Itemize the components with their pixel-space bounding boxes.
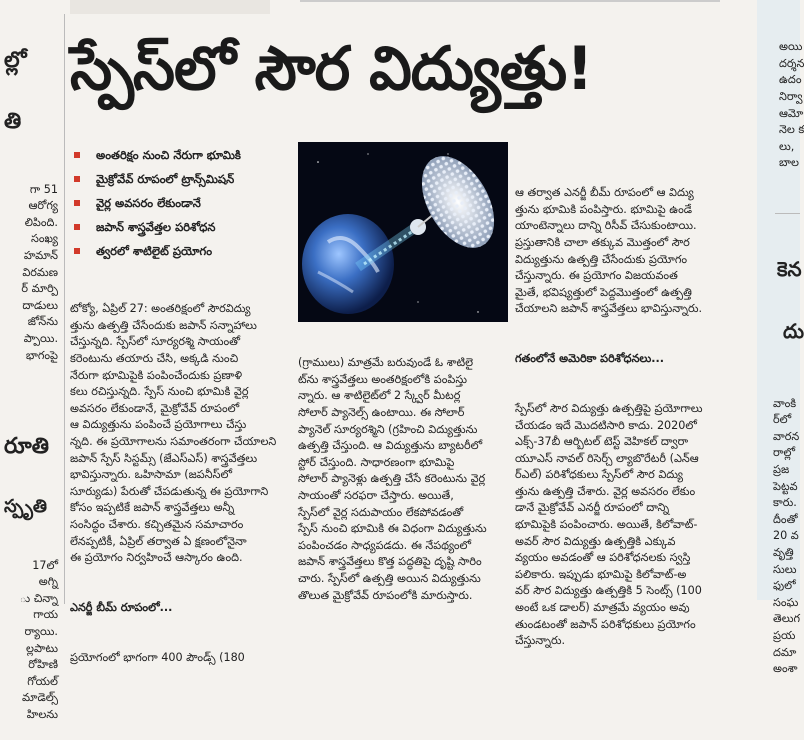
text-line: కారు. <box>773 496 797 510</box>
text-line: స్పేస్ నుంచి భూమికి ఈ విధంగా విద్యుత్తును <box>298 522 487 536</box>
article-column-2 <box>298 322 508 621</box>
text-line: అవర్ సౌర విద్యుత్తు ఉత్పత్తికి ఎక్కువ <box>515 534 676 548</box>
text-line: ఉదం <box>779 73 802 87</box>
text-line: హమాన్ <box>23 248 58 262</box>
earth-graphic <box>302 214 394 314</box>
text-line: జపాన్ స్పేస్ సిస్టమ్స్ (జేఎస్‌ఎస్) శాస్త్రవేత్తలు <box>70 451 258 465</box>
column-3-text-b <box>515 401 753 650</box>
text-line: రోహిణి <box>28 658 58 672</box>
text-line: భావిస్తున్నారు. ఒహిసామా (జపనీస్‌లో <box>70 468 232 482</box>
text-line: ఆరోగ్య <box>28 199 58 213</box>
text-line: తుండటంతో జపాన్ పరిశోధకులు ప్రయోగం <box>515 617 696 631</box>
right-neighbor-column <box>757 0 804 676</box>
text-line: డానే మైక్రోవేవ్ ఎనర్జీ రూపంలో దాన్ని <box>515 501 670 515</box>
right-separator <box>775 213 800 214</box>
text-line: హిలను <box>26 708 58 721</box>
text-line: 20 వ <box>773 529 799 543</box>
column-1-tail: ప్రయోగంలో భాగంగా 400 పౌండ్స్ (180 <box>70 650 245 664</box>
text-line: ఆ తర్వాత ఎనర్జీ బీమ్ రూపంలో ఆ విద్యు <box>515 186 694 200</box>
text-line: తెలుగ <box>773 612 801 626</box>
left-headline-3: రూతి <box>4 434 49 460</box>
left-separator <box>64 14 65 604</box>
text-line: ు చిన్నా <box>19 591 58 605</box>
top-divider <box>300 0 720 2</box>
text-line: చేస్తున్నది. స్పేస్‌లో సూర్యరశ్మి సాయంతో <box>70 335 241 349</box>
text-line: కరెంటును తయారు చేసి, అక్కడి నుంచి <box>70 351 239 365</box>
text-line: ఫులో <box>773 579 796 593</box>
text-line: ల్లపాటు <box>26 641 58 655</box>
left-body-text <box>0 182 62 365</box>
left-neighbor-column <box>0 14 62 721</box>
text-line: చేయడం ఇదే మొదటిసారి కాదు. 2020లో <box>515 418 697 432</box>
text-line: రాల్లో <box>773 446 795 460</box>
text-line: ఈ ప్రయోగం నిర్వహించే ఆస్కారం ఉంది. <box>70 551 243 565</box>
text-line: ప్రయ <box>773 629 796 642</box>
text-line: విరమణ <box>22 265 58 279</box>
text-line: ర్ మార్పి <box>21 282 58 296</box>
text-line: జపాన్ శాస్త్రవేత్తలు కొత్త పద్ధతిపై దృష్టి సారిం <box>298 555 482 569</box>
text-line: దాడులు <box>22 298 58 312</box>
text-line: దర్శన <box>779 56 804 70</box>
text-line: ర్‌ఎల్) పరిశోధకులు స్పేస్‌లో సౌర విద్యు <box>515 468 684 482</box>
text-line: (గ్రాములు) మాత్రమే బరువుండే ఓ శాటిలై <box>298 356 474 370</box>
text-line: విద్యుత్తును ఉత్పత్తి చేసేందుకు ప్రయోగం <box>515 252 688 266</box>
text-line: ట్‌ను శాస్త్రవేత్తలు అంతరిక్షంలోకి పంపిస్తు <box>298 372 468 386</box>
text-line: కోసం ఇప్పటికే జపాన్ శాస్త్రవేత్తలు అన్నీ <box>70 501 235 515</box>
column-3-text-a <box>515 185 753 318</box>
text-line: నేరుగా భూమిపైకి పంపించేందుకు ప్రణాళి <box>70 368 243 382</box>
satellite-illustration <box>298 142 508 322</box>
text-line: యాంటెన్నాలు దాన్ని రిసీవ్ చేసుకుంటాయి. <box>515 219 697 233</box>
text-line: సంఖ్య <box>31 232 58 246</box>
text-line: గోయల్ <box>27 674 58 688</box>
left-headline-1: ల్లో <box>4 48 27 74</box>
left-headline-4: స్పృతి <box>4 496 48 518</box>
text-line: సోలార్ ప్యానెల్స్ ఉంటాయి. ఈ సోలార్ <box>298 405 465 419</box>
right-body-text-2 <box>757 396 800 678</box>
column-2-text <box>298 355 508 604</box>
text-line: ఉత్పత్తి చేస్తుంది. ఆ విద్యుత్తును బ్యాటరీలో <box>298 439 483 453</box>
text-line: చేయాలని జపాన్ శాస్త్రవేత్తలు భావిస్తున్నారు. <box>515 302 703 316</box>
text-line: సూర్యుడు) పేరుతో చేపడుతున్న ఈ ప్రయోగాని <box>70 484 269 498</box>
column-1-text <box>70 301 295 567</box>
text-line: లిపింది. <box>24 215 58 229</box>
right-headline: కెన <box>777 257 802 282</box>
text-line: తొలుత మైక్రోవేవ్ రూపంలోకి మారుస్తారు. <box>298 588 473 602</box>
text-line: వ్యయం అవడంతో ఆ పరిశోధనలకు స్వస్తి <box>515 551 691 565</box>
text-line: సులు <box>773 562 797 576</box>
right-body-text <box>757 33 804 172</box>
text-line: న్నది. ఈ ప్రయోగాలను సమాంతరంగా చేయాలని <box>70 434 277 448</box>
right-headline-2: దు <box>783 318 804 343</box>
text-line: నెల క <box>779 123 804 137</box>
text-line: పంపించడం సాధ్యపడదు. ఈ నేపథ్యంలో <box>298 538 472 552</box>
highlight-item: అంతరిక్షం నుంచి నేరుగా భూమికి <box>70 144 295 168</box>
text-line: అగ్ని <box>38 575 58 589</box>
highlight-item: త్వరలో శాటిలైట్ ప్రయోగం <box>70 240 295 264</box>
highlight-item: వైర్ల అవసరం లేకుండానే <box>70 192 295 216</box>
subheading-energy-beam: ఎనర్జీ బీమ్ రూపంలో... <box>70 600 173 614</box>
text-line: ఆ విద్యుత్తును పంపించే ప్రయోగాలు చేస్తు <box>70 418 247 432</box>
text-line: అంశా <box>773 662 798 676</box>
text-line: లేనప్పటికీ, ఏప్రిల్ తర్వాత ఏ క్షణంలోనైనా <box>70 534 247 548</box>
article-column-1 <box>70 268 295 683</box>
text-line: ర్‌లో <box>773 413 792 427</box>
text-line: ర్యాయి. <box>24 625 58 639</box>
text-line: మాడెల్స్ <box>22 691 58 705</box>
space-solar-satellite-image <box>298 142 508 322</box>
left-body-text-2 <box>0 558 62 724</box>
article-headline: స్పేస్‌లో సౌర విద్యుత్తు! <box>70 34 593 104</box>
text-line: నిర్వా <box>779 89 803 103</box>
article-column-3 <box>515 152 753 666</box>
text-line: ఆమో <box>779 106 804 120</box>
text-line: అంటే ఒక డాలర్) మాత్రమే వ్యయం అవు <box>515 601 690 615</box>
highlight-item: జపాన్ శాస్త్రవేత్తల పరిశోధన <box>70 216 295 240</box>
text-line: సోలార్ ప్యానెళ్లు ఉత్పత్తి చేసే కరెంటును వైర్ల <box>298 472 486 486</box>
text-line: వర్ సౌర విద్యుత్తు ఉత్పత్తికి 5 సెంట్స్ (100 <box>515 584 702 598</box>
text-line: భూమిపైకి పంపించారు. అయితే, కిలోవాట్- <box>515 518 698 532</box>
text-line: పలికారు. ఇప్పుడు భూమిపై కిలోవాట్-అ <box>515 567 687 581</box>
text-line: త్తును ఉత్పత్తి చేశారు. వైర్ల అవసరం లేకుం <box>515 484 696 498</box>
highlight-item: మైక్రోవేవ్ రూపంలో ట్రాన్స్‌మిషన్ <box>70 168 295 192</box>
text-line: స్టోర్ చేస్తుంది. సాధారణంగా భూమిపై <box>298 455 455 469</box>
text-line: భాగంపై <box>25 348 58 362</box>
subheading-us-research: గతంలోనే అమెరికా పరిశోధనలు... <box>515 352 664 366</box>
text-line: ప్రజ <box>773 463 790 477</box>
text-line: ప్యానెల్ సూర్యరశ్మిని (గ్రహించి విద్యుత్తును <box>298 422 478 436</box>
text-line: త్తును ఉత్పత్తి చేసేందుకు జపాన్ సన్నాహాలు <box>70 318 257 332</box>
text-line: మైతే, భవిష్యత్తులో పెద్దమొత్తంలో ఉత్పత్తి <box>515 285 692 299</box>
text-line: దమా <box>773 645 797 659</box>
text-line: న్నారు. ఆ శాటిలైట్‌లో 2 స్క్వేర్ మీటర్ల <box>298 389 461 403</box>
text-line: చేస్తున్నారు. ఈ ప్రయోగం విజయవంత <box>515 269 678 283</box>
text-line: కలు రచిస్తున్నది. స్పేస్ నుంచి భూమికి వైర్ల <box>70 385 249 399</box>
text-line: త్తును భూమికి పంపిస్తారు. భూమిపై ఉండే <box>515 202 693 216</box>
text-line: బాల <box>779 156 799 170</box>
text-line: స్పేస్‌లో సౌర విద్యుత్తు ఉత్పత్తిపై ప్రయోగాలు <box>515 401 703 415</box>
text-line: ప్రస్తుతానికి చాలా తక్కువ మొత్తంలో సౌర <box>515 235 690 249</box>
top-strip <box>70 0 270 14</box>
text-line: చారు. స్పేస్‌లో ఉత్పత్తి అయిన విద్యుత్తును <box>298 571 481 585</box>
text-line: పెట్టవ <box>773 479 798 493</box>
left-headline-2: తి <box>4 109 22 135</box>
text-line: అవసరం లేకుండానే, మైక్రోవేవ్ రూపంలో <box>70 401 240 415</box>
text-line: వృత్తి <box>773 546 794 560</box>
text-line: ఎక్స్-37బీ ఆర్బిటల్ టెస్ట్ వెహికల్ ద్వారా <box>515 435 689 449</box>
text-line: అయి <box>779 40 803 54</box>
text-line: గా 51 <box>29 182 58 196</box>
text-line: జోన్‌ను <box>27 315 58 329</box>
highlights-list <box>70 144 295 264</box>
text-line: వారన <box>773 429 800 443</box>
text-line: ప్పాయి. <box>23 331 58 345</box>
text-line: లు, <box>779 139 795 153</box>
text-line: 17లో <box>32 558 58 572</box>
text-line: టోక్యో, ఏప్రిల్ 27: అంతరిక్షంలో సౌరవిద్యు <box>70 302 251 316</box>
text-line: సంఘ <box>773 595 799 609</box>
text-line: చేస్తున్నారు. <box>515 634 566 648</box>
text-line: గాయ <box>33 608 58 622</box>
text-line: సంసిద్ధం చేశారు. కచ్చితమైన సమాచారం <box>70 517 244 531</box>
text-line: యూఎస్ నావల్ రిసెర్చ్ ల్యాబొరేటరీ (ఎన్‌ఆ <box>515 451 699 465</box>
text-line: దీంతో <box>773 512 798 526</box>
text-line: సాయంతో సరఫరా చేస్తారు. అయితే, <box>298 488 454 502</box>
text-line: స్పేస్‌లో వైర్ల సదుపాయం లేకపోవడంతో <box>298 505 464 519</box>
text-line: వాంకి <box>773 396 797 410</box>
